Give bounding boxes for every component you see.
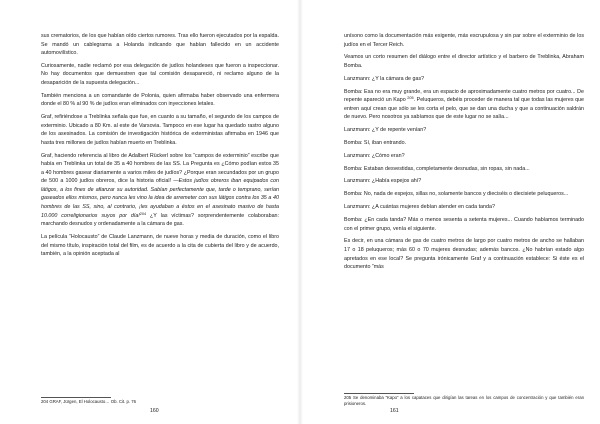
footnote-divider: [41, 397, 111, 398]
paragraph: Graf, refiriéndose a Treblinka señala que fue, en cuanto a su tamaño, el segundo de los campos de exterminio. Ubicado a 80 Km. al este de Varsovia. Tampoco en ese lugar ha quedado rastro alguno de los asesinados. La comisión de investigación histórica de exterministas afirmaba en 1946 que hasta tres millones de judíos habían muerto en Treblinka.: [41, 114, 279, 146]
footnote-divider: [344, 393, 414, 394]
dialogue-line: Lanzmann: ¿Había espejos ahí?: [344, 178, 422, 185]
dialogue-line: Bomba: Sí, iban entrando.: [344, 139, 407, 146]
page-number: 161: [390, 408, 399, 414]
right-page-body: [344, 32, 584, 276]
dialogue-line: Bomba: No, nada de espejos, sillas no, solamente bancos y dieciséis o diecisiete peluqueros...: [344, 191, 569, 198]
right-page: [300, 0, 600, 424]
paragraph: unísono como la documentación más exigente, más escrupulosa y sin par sobre el exterminio de los judíos en el Tercer Reich.: [344, 33, 584, 48]
left-page-body: [41, 32, 279, 263]
footnote: 204 GRAF, Jürgen, El Holocausto… Ob. Cit. p. 76: [41, 399, 137, 404]
footnote-ref[interactable]: 204: [139, 211, 147, 216]
dialogue-line: Lanzmann: ¿A cuántas mujeres debían atender en cada tanda?: [344, 204, 495, 211]
paragraph: Veamos un corto resumen del diálogo entre el director artístico y el barbero de Treblinka, Abraham Bomba.: [344, 54, 584, 69]
dialogue-line: Lanzmann: ¿Y la cámara de gas?: [344, 75, 425, 82]
dialogue-line: Lanzmann: ¿Cómo eran?: [344, 152, 405, 159]
page-number: 160: [150, 408, 159, 414]
footnote: 205 Se denominaba “Kapo” a los capataces que dirigían las tareas en los campos de concentración y que también eran prisioneros.: [344, 395, 584, 406]
footnote-ref[interactable]: 205: [407, 96, 414, 101]
paragraph: También menciona a un comandante de Polonia, quien afirmaba haber observado una enfermera donde el 80 % al 90 % de judíos eran eliminados con inyecciones letales.: [41, 92, 279, 108]
dialogue-line: Bomba: ¿En cada tanda? Más o menos sesenta a setenta mujeres... Cuando habíamos terminado con el primer grupo, venía el siguiente.: [344, 217, 584, 232]
dialogue-line: Bomba: Esa no era muy grande, era un espacio de aproximadamente cuatro metros por cuatro... De repente apareció un Kapo $^{205}$. Peluqueros, debéis proceder de manera tal que todas las mujeres que entren aquí crean que sólo se les corta el pelo, que se dan una ducha y que a continuación saldrán de nuevo. Pero nosotros ya sabíamos que de este lugar no se salía...: [344, 88, 584, 121]
paragraph: sus crematorios, de los que habían oído ciertos rumores. Tras ello fueron ejecutados por la espalda. Se mandó un cablegrama a Holanda indicando que habían fallecido en un accidente automovilístico.: [41, 33, 279, 57]
paragraph: La película “Holocausto” de Claude Lanzmann, de nueve horas y media de duración, como el libro del mismo título, inspiración total del film, es de acuerdo a la cita de cubierta del libro y de acuerdo, también, a la opinión aceptada al: [41, 233, 279, 258]
paragraph: Curiosamente, nadie reclamó por esa delegación de judíos holandeses que fueron a inspeccionar. No hay documentos que demuestren que tal comisión desapareció, ni reclamo alguno de la desaparición de la supuesta delegación...: [41, 62, 279, 87]
dialogue-line: Lanzmann: ¿Y de repente venían?: [344, 127, 427, 134]
italic-quote: —Estos judíos obreros iban equipados con látigos, a los fines de afianzar su autoridad. Sabían perfectamente que, tarde o temprano, serían gaseados ellos mismos, pero nunca les vino la idea de arremeter con sus látigos contra los 35 a 40 hombres de las SS, sino, al contrario, ¡les ayudaban a éstos en el asesinato masivo de hasta 10.000 correligionarios suyos por día!: [41, 178, 279, 219]
paragraph: Es decir, en una cámara de gas de cuatro metros de largo por cuatro metros de ancho se hallaban 17 o 18 peluqueros; más 60 o 70 mujeres desnudas; además bancos. ¿No habrían estado algo apretados en ese local? Se pregunta irónicamente Graf y a continuación establece: Si éste es el documento “más: [344, 238, 584, 271]
dialogue-line: Bomba: Estaban desvestidas, completamente desnudas, sin ropas, sin nada...: [344, 165, 530, 172]
paragraph: Graf, haciendo referencia al libro de Adalbert Rückerl sobre los “campos de exterminio” escribe que había en Treblinka un total de 35 a 40 hombres de las SS. La Pregunta es ¿Cómo podían estos 35 a 40 hombres gasear diariamente a varios miles de judíos? ¿Porque eran secundados por un grupo de 500 a 1000 judíos obreros, dice la historia oficial! —Estos judíos obreros iban equipados con látigos, a los fines de afianzar su autoridad. Sabían perfectamente que, tarde o temprano, serían gaseados ellos mismos, pero nunca les vino la idea de arremeter con sus látigos contra los 35 a 40 hombres de las SS, sino, al contrario, ¡les ayudaban a éstos en el asesinato masivo de hasta 10.000 correligionarios suyos por día!$^{204}$ ¿Y las víctimas? sorprendentemente colaboraban: marchando desnudos y ordenadamente a la cámara de gas.: [41, 152, 279, 228]
